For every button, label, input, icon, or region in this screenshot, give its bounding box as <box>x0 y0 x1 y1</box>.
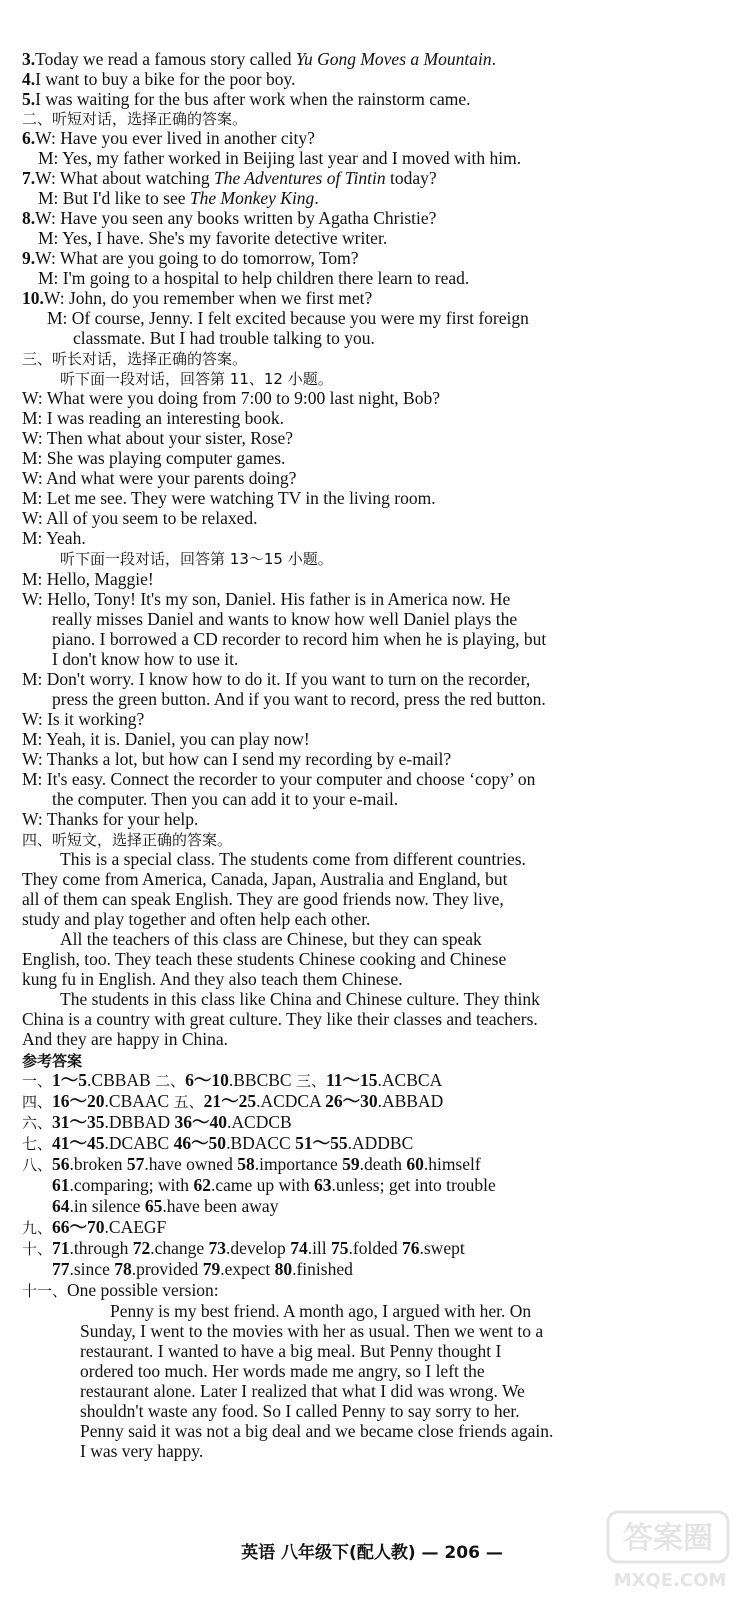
text-line <box>80 1321 543 1341</box>
text-segment: .DBBAD <box>104 1112 175 1132</box>
text-segment: 3. <box>22 49 36 69</box>
text-segment: English, too. They teach these students Chinese cooking and Chinese <box>22 949 507 969</box>
text-segment: .ABBAD <box>377 1091 444 1111</box>
text-segment: 6. <box>22 128 36 148</box>
text-segment: And they are happy in China. <box>22 1029 229 1049</box>
text-segment: 46～50 <box>173 1133 227 1153</box>
text-segment: 72 <box>132 1238 151 1258</box>
text-segment: 36～40 <box>174 1112 228 1132</box>
text-line <box>22 89 471 109</box>
text-line <box>52 649 238 669</box>
text-line <box>22 1133 413 1153</box>
text-line <box>22 1238 465 1258</box>
text-segment: . <box>491 49 496 69</box>
text-segment: 58 <box>237 1154 255 1174</box>
text-segment: .change <box>150 1238 209 1258</box>
page-footer: 英语 八年级下(配人教) — 206 — <box>241 1543 503 1563</box>
text-segment: .since <box>69 1259 115 1279</box>
text-segment: 80 <box>274 1259 293 1279</box>
text-segment: 5. <box>22 89 36 109</box>
text-line <box>22 1070 442 1090</box>
watermark-site: MXQE.COM <box>613 1570 727 1591</box>
text-segment: 一、 <box>22 1072 53 1090</box>
text-segment: 65 <box>144 1196 163 1216</box>
text-line <box>22 388 440 408</box>
text-segment: M: Yeah. <box>22 528 86 548</box>
text-line <box>22 508 258 528</box>
text-segment: .himself <box>423 1154 481 1174</box>
text-line <box>22 809 198 829</box>
text-line <box>110 1301 531 1321</box>
text-line <box>80 1381 525 1401</box>
text-line <box>22 1009 538 1029</box>
text-segment: .develop <box>226 1238 291 1258</box>
text-segment: M: I'm going to a hospital to help children there learn to read. <box>38 268 470 288</box>
text-line <box>22 488 436 508</box>
text-segment: Penny is my best friend. A month ago, I argued with her. On <box>110 1301 532 1321</box>
text-line <box>52 609 517 629</box>
text-segment: restaurant alone. Later I realized that what I did was wrong. We <box>80 1381 525 1401</box>
text-segment: M: Of course, Jenny. I felt excited because you were my first foreign <box>47 308 529 328</box>
text-line <box>22 208 436 228</box>
text-segment: W: Thanks a lot, but how can I send my recording by e-mail? <box>22 749 452 769</box>
text-segment: 七、 <box>22 1135 53 1153</box>
text-line <box>22 949 506 969</box>
text-segment: M: Yes, I have. She's my favorite detective writer. <box>38 228 388 248</box>
text-line <box>22 348 247 368</box>
text-segment: M: Let me see. They were watching TV in the living room. <box>22 488 436 508</box>
text-line <box>80 1361 485 1381</box>
text-segment: 三、 <box>295 1072 326 1090</box>
text-segment: 1～5 <box>52 1070 88 1090</box>
text-segment: .finished <box>292 1259 353 1279</box>
text-segment: .through <box>69 1238 133 1258</box>
text-segment: 16～20 <box>52 1091 105 1111</box>
text-segment: .ADDBC <box>347 1133 414 1153</box>
text-segment: 51～55 <box>295 1133 348 1153</box>
text-segment: One possible version: <box>67 1280 219 1300</box>
text-line <box>80 1401 520 1421</box>
text-segment: 79 <box>202 1259 221 1279</box>
text-segment: 9. <box>22 248 36 268</box>
text-line <box>38 188 319 208</box>
text-segment: M: I was reading an interesting book. <box>22 408 284 428</box>
text-segment: .unless; get into trouble <box>331 1175 496 1195</box>
text-segment: 四、 <box>22 1093 53 1111</box>
text-segment: .ACBCA <box>377 1070 443 1090</box>
text-segment: press the green button. And if you want to record, press the red button. <box>52 689 546 709</box>
text-line <box>52 1196 278 1216</box>
text-line <box>22 1280 219 1300</box>
text-segment: .ill <box>307 1238 332 1258</box>
text-segment: .came up with <box>210 1175 314 1195</box>
text-segment: M: Yeah, it is. Daniel, you can play now! <box>22 729 310 749</box>
text-line <box>22 1091 443 1111</box>
text-line <box>60 929 482 949</box>
text-line <box>47 308 529 328</box>
text-segment: 三、听长对话，选择正确的答案。 <box>22 350 248 368</box>
text-line <box>22 168 437 188</box>
text-segment: W: Hello, Tony! It's my son, Daniel. His father is in America now. He <box>22 589 511 609</box>
text-segment: 57 <box>126 1154 145 1174</box>
text-segment: 26～30 <box>325 1091 378 1111</box>
text-segment: 8. <box>22 208 36 228</box>
text-segment: .ACDCB <box>227 1112 292 1132</box>
text-line <box>22 769 535 789</box>
text-line <box>80 1341 501 1361</box>
text-segment: 75 <box>331 1238 349 1258</box>
text-segment: I don't know how to use it. <box>52 649 239 669</box>
text-segment: . <box>314 188 319 208</box>
text-segment: 62 <box>193 1175 211 1195</box>
text-segment: 66～70 <box>52 1217 105 1237</box>
text-segment: .expect <box>220 1259 275 1279</box>
text-segment: W: Thanks for your help. <box>22 809 199 829</box>
text-line <box>22 909 370 929</box>
text-line <box>22 569 154 589</box>
text-segment: W: Then what about your sister, Rose? <box>22 428 293 448</box>
text-line <box>22 448 285 468</box>
text-segment: really misses Daniel and wants to know how well Daniel plays the <box>52 609 518 629</box>
text-segment: They come from America, Canada, Japan, Australia and England, but <box>22 869 508 889</box>
text-segment: .have been away <box>162 1196 279 1216</box>
text-line <box>22 589 510 609</box>
text-segment: Yu Gong Moves a Mountain <box>295 49 492 69</box>
text-segment: 听下面一段对话，回答第 11、12 小题。 <box>60 370 333 388</box>
text-segment: W: Have you ever lived in another city? <box>35 128 315 148</box>
text-line <box>22 428 293 448</box>
text-segment: I want to buy a bike for the poor boy. <box>35 69 296 89</box>
text-segment: .ACDCA <box>256 1091 326 1111</box>
text-line <box>52 1259 353 1279</box>
text-segment: W: What are you going to do tomorrow, Tom? <box>35 248 359 268</box>
text-line <box>22 1112 292 1132</box>
text-segment: 73 <box>208 1238 227 1258</box>
text-segment: M: Don't worry. I know how to do it. If you want to turn on the recorder, <box>22 669 531 689</box>
text-line <box>52 629 546 649</box>
text-line <box>52 689 546 709</box>
text-segment: 77 <box>52 1259 70 1279</box>
text-segment: the computer. Then you can add it to your e-mail. <box>52 789 399 809</box>
text-segment: The Monkey King <box>189 188 315 208</box>
text-segment: .death <box>359 1154 407 1174</box>
text-segment: 九、 <box>22 1219 53 1237</box>
text-segment: classmate. But I had trouble talking to you. <box>73 328 375 348</box>
text-line <box>60 548 333 568</box>
text-segment: 78 <box>114 1259 132 1279</box>
text-segment: I was waiting for the bus after work when the rainstorm came. <box>35 89 471 109</box>
text-line <box>80 1421 553 1441</box>
text-line <box>38 148 521 168</box>
watermark-logo <box>600 1500 740 1595</box>
text-segment: study and play together and often help each other. <box>22 909 371 929</box>
text-segment: 76 <box>402 1238 420 1258</box>
text-segment: .swept <box>419 1238 465 1258</box>
text-segment: .importance <box>254 1154 343 1174</box>
text-line <box>22 969 403 989</box>
text-line <box>22 1050 82 1070</box>
text-segment: piano. I borrowed a CD recorder to record him when he is playing, but <box>52 629 547 649</box>
text-segment: 二、 <box>155 1072 186 1090</box>
text-segment: 10. <box>22 288 44 308</box>
text-segment: 64 <box>52 1196 70 1216</box>
text-line <box>38 228 387 248</box>
text-segment: M: But I'd like to see <box>38 188 190 208</box>
text-line <box>22 869 507 889</box>
text-line <box>22 889 504 909</box>
text-segment: .broken <box>69 1154 127 1174</box>
text-segment: .DCABC <box>104 1133 174 1153</box>
text-segment: 59 <box>342 1154 360 1174</box>
text-segment: .CBBAB <box>87 1070 156 1090</box>
text-line <box>38 268 469 288</box>
text-segment: M: Hello, Maggie! <box>22 569 154 589</box>
text-line <box>22 1154 481 1174</box>
text-line <box>22 729 310 749</box>
text-line <box>22 408 284 428</box>
watermark-text: 答案圈 <box>623 1521 713 1556</box>
text-segment: W: All of you seem to be relaxed. <box>22 508 258 528</box>
text-segment: W: What were you doing from 7:00 to 9:00 last night, Bob? <box>22 388 440 408</box>
text-line <box>22 468 296 488</box>
text-segment: 八、 <box>22 1156 53 1174</box>
text-line <box>52 789 398 809</box>
text-line <box>22 69 295 89</box>
text-segment: The Adventures of Tintin <box>213 168 386 188</box>
text-segment: W: John, do you remember when we first met? <box>43 288 373 308</box>
text-segment: 63 <box>313 1175 332 1195</box>
text-segment: 41～45 <box>52 1133 105 1153</box>
text-line <box>22 248 359 268</box>
text-segment: W: Have you seen any books written by Agatha Christie? <box>35 208 437 228</box>
text-segment: W: Is it working? <box>22 709 145 729</box>
text-line <box>22 288 372 308</box>
text-segment: This is a special class. The students come from different countries. <box>60 849 526 869</box>
text-line <box>22 829 232 849</box>
text-segment: .CAEGF <box>104 1217 167 1237</box>
text-line <box>22 108 247 128</box>
text-segment: I was very happy. <box>80 1441 204 1461</box>
text-segment: ordered too much. Her words made me angry, so I left the <box>80 1361 485 1381</box>
text-segment: 11～15 <box>326 1070 378 1090</box>
text-segment: kung fu in English. And they also teach them Chinese. <box>22 969 403 989</box>
text-line <box>22 128 315 148</box>
text-segment: .have owned <box>144 1154 238 1174</box>
text-line <box>60 989 540 1009</box>
text-line <box>22 1217 166 1237</box>
text-segment: .folded <box>348 1238 402 1258</box>
text-segment: 六、 <box>22 1114 53 1132</box>
text-line <box>22 749 451 769</box>
text-segment: 56 <box>52 1154 70 1174</box>
text-segment: 听下面一段对话，回答第 13～15 小题。 <box>60 550 333 568</box>
text-segment: 31～35 <box>52 1112 105 1132</box>
text-segment: 参考答案 <box>22 1052 83 1070</box>
text-segment: Today we read a famous story called <box>35 49 296 69</box>
text-segment: W: What about watching <box>35 168 214 188</box>
text-segment: restaurant. I wanted to have a big meal. But Penny thought I <box>80 1341 502 1361</box>
text-segment: M: She was playing computer games. <box>22 448 286 468</box>
text-segment: all of them can speak English. They are good friends now. They live, <box>22 889 504 909</box>
text-segment: 二、听短对话，选择正确的答案。 <box>22 110 248 128</box>
text-segment: 十、 <box>22 1240 53 1258</box>
text-segment: .CBAAC <box>104 1091 174 1111</box>
text-segment: The students in this class like China and Chinese culture. They think <box>60 989 540 1009</box>
text-segment: 4. <box>22 69 36 89</box>
text-line <box>73 328 375 348</box>
text-segment: Sunday, I went to the movies with her as usual. Then we went to a <box>80 1321 544 1341</box>
text-line <box>22 49 496 69</box>
text-segment: China is a country with great culture. They like their classes and teachers. <box>22 1009 538 1029</box>
text-segment: 71 <box>52 1238 70 1258</box>
text-segment: Penny said it was not a big deal and we became close friends again. <box>80 1421 554 1441</box>
text-segment: .BDACC <box>226 1133 296 1153</box>
text-line <box>52 1175 496 1195</box>
text-segment: W: And what were your parents doing? <box>22 468 297 488</box>
text-segment: .provided <box>131 1259 203 1279</box>
text-line <box>60 368 333 388</box>
text-segment: M: Yes, my father worked in Beijing last year and I moved with him. <box>38 148 522 168</box>
text-line <box>22 669 530 689</box>
text-segment: .BBCBC <box>228 1070 296 1090</box>
text-segment: 十一、 <box>22 1282 68 1300</box>
text-segment: 21～25 <box>203 1091 257 1111</box>
text-segment: 61 <box>52 1175 70 1195</box>
text-line <box>22 528 86 548</box>
text-segment: shouldn't waste any food. So I called Penny to say sorry to her. <box>80 1401 520 1421</box>
text-segment: 7. <box>22 168 36 188</box>
text-segment: 6～10 <box>185 1070 229 1090</box>
text-line <box>22 709 144 729</box>
text-line <box>80 1441 203 1461</box>
text-segment: 60 <box>406 1154 424 1174</box>
text-segment: 74 <box>290 1238 308 1258</box>
text-segment: All the teachers of this class are Chinese, but they can speak <box>60 929 482 949</box>
text-segment: today? <box>385 168 437 188</box>
text-segment: 四、听短文，选择正确的答案。 <box>22 831 233 849</box>
text-segment: .in silence <box>69 1196 145 1216</box>
text-segment: .comparing; with <box>69 1175 194 1195</box>
text-line <box>22 1029 228 1049</box>
text-segment: M: It's easy. Connect the recorder to your computer and choose ‘copy’ on <box>22 769 536 789</box>
text-segment: 五、 <box>173 1093 204 1111</box>
text-line <box>60 849 526 869</box>
